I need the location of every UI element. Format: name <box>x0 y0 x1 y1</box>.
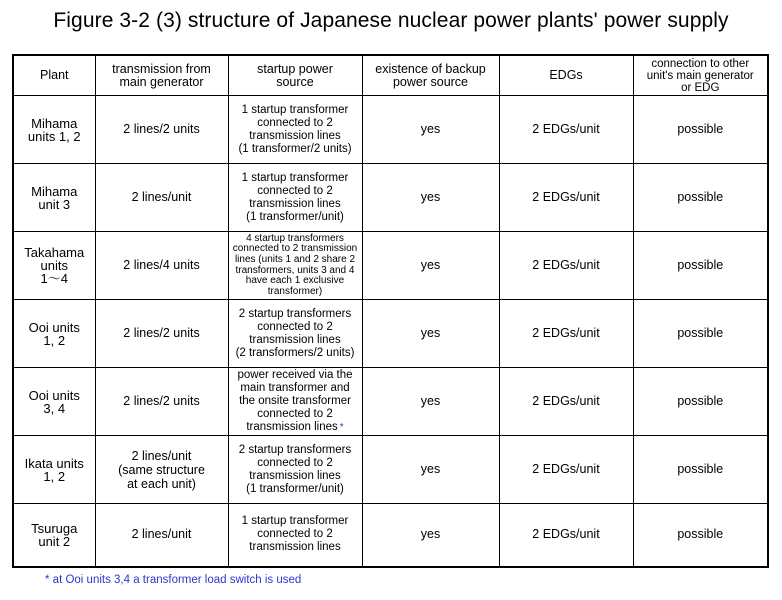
edgs-cell: 2 EDGs/unit <box>499 368 633 436</box>
backup-cell: yes <box>362 368 499 436</box>
connection-cell: possible <box>633 164 768 232</box>
edgs-cell: 2 EDGs/unit <box>499 96 633 164</box>
header-edgs: EDGs <box>499 55 633 96</box>
figure-title: Figure 3-2 (3) structure of Japanese nuclear power plants' power supply <box>53 9 729 32</box>
transmission-cell: 2 lines/4 units <box>95 232 228 300</box>
transmission-cell: 2 lines/2 units <box>95 368 228 436</box>
table-row <box>13 96 768 164</box>
connection-cell: possible <box>633 300 768 368</box>
connection-cell: possible <box>633 368 768 436</box>
backup-cell: yes <box>362 300 499 368</box>
startup-cell: 4 startup transformers connected to 2 transmission lines (units 1 and 2 share 2 transformers, units 3 and 4 have each 1 exclusive transformer) <box>228 232 362 300</box>
plant-cell: Mihama units 1, 2 <box>13 96 95 164</box>
table-row <box>13 436 768 504</box>
header-transmission: transmission from main generator <box>95 55 228 96</box>
table-row <box>13 504 768 567</box>
backup-cell: yes <box>362 232 499 300</box>
edgs-cell: 2 EDGs/unit <box>499 164 633 232</box>
footnote-marker: * <box>339 422 344 433</box>
backup-cell: yes <box>362 164 499 232</box>
startup-cell: power received via the main transformer and the onsite transformer connected to 2 transmission lines * <box>228 368 362 436</box>
startup-cell: 2 startup transformers connected to 2 transmission lines (1 transformer/unit) <box>228 436 362 504</box>
transmission-cell: 2 lines/unit <box>95 164 228 232</box>
table-row <box>13 164 768 232</box>
plant-cell: Takahama units 1～4 <box>13 232 95 300</box>
backup-cell: yes <box>362 96 499 164</box>
connection-cell: possible <box>633 436 768 504</box>
edgs-cell: 2 EDGs/unit <box>499 232 633 300</box>
footnote: * at Ooi units 3,4 a transformer load switch is used <box>45 574 302 586</box>
header-startup: startup power source <box>228 55 362 96</box>
transmission-cell: 2 lines/2 units <box>95 96 228 164</box>
plant-cell: Ooi units 1, 2 <box>13 300 95 368</box>
startup-cell: 1 startup transformer connected to 2 transmission lines <box>228 504 362 567</box>
power-supply-table <box>12 54 769 568</box>
table-row <box>13 300 768 368</box>
transmission-cell: 2 lines/unit (same structure at each unit) <box>95 436 228 504</box>
edgs-cell: 2 EDGs/unit <box>499 504 633 567</box>
backup-cell: yes <box>362 504 499 567</box>
header-backup: existence of backup power source <box>362 55 499 96</box>
plant-cell: Tsuruga unit 2 <box>13 504 95 567</box>
plant-cell: Ooi units 3, 4 <box>13 368 95 436</box>
connection-cell: possible <box>633 232 768 300</box>
startup-cell: 1 startup transformer connected to 2 transmission lines (1 transformer/2 units) <box>228 96 362 164</box>
plant-cell: Ikata units 1, 2 <box>13 436 95 504</box>
transmission-cell: 2 lines/2 units <box>95 300 228 368</box>
table-row <box>13 368 768 436</box>
startup-cell: 1 startup transformer connected to 2 transmission lines (1 transformer/unit) <box>228 164 362 232</box>
connection-cell: possible <box>633 504 768 567</box>
connection-cell: possible <box>633 96 768 164</box>
header-connection: connection to other unit's main generator or EDG <box>633 55 768 96</box>
edgs-cell: 2 EDGs/unit <box>499 300 633 368</box>
transmission-cell: 2 lines/unit <box>95 504 228 567</box>
header-plant: Plant <box>13 55 95 96</box>
startup-cell: 2 startup transformers connected to 2 transmission lines (2 transformers/2 units) <box>228 300 362 368</box>
table-row <box>13 232 768 300</box>
startup-line: transmission lines <box>246 421 338 433</box>
backup-cell: yes <box>362 436 499 504</box>
plant-cell: Mihama unit 3 <box>13 164 95 232</box>
edgs-cell: 2 EDGs/unit <box>499 436 633 504</box>
header-row <box>13 55 768 96</box>
